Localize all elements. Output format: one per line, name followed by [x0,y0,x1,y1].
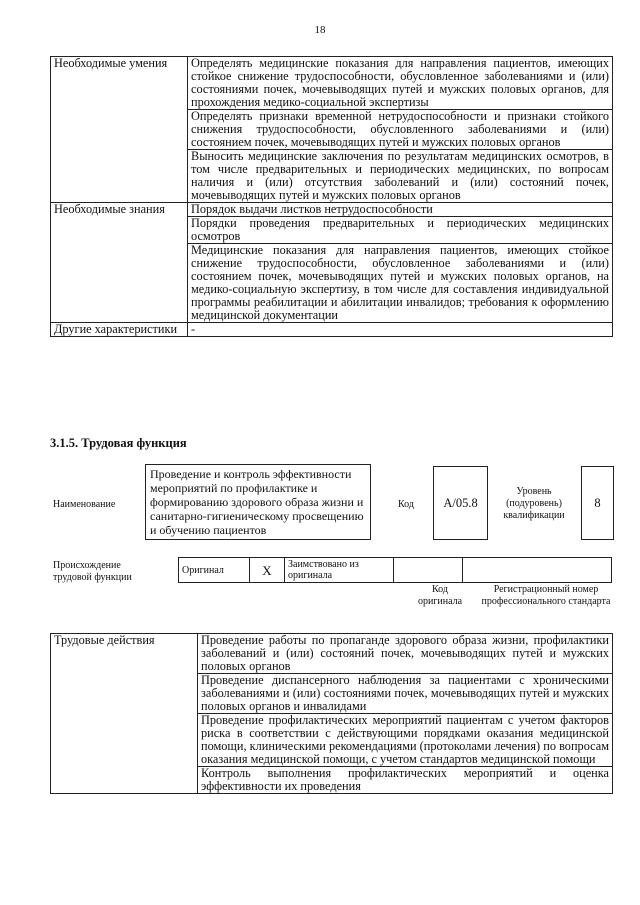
table-cell: Выносить медицинские заключения по результатам медицинских осмотров, в том числе предварительных и периодических медицинских, по вопросам наличия и (или) отсутствия заболеваний и (или) состояний почек, мочевыводящих путей и мужских половых органов [188,150,613,203]
table-cell: Определять медицинские показания для направления пациентов, имеющих стойкое снижение трудоспособности, обусловленное заболеваниями и (или) состояниями почек, мочевыводящих путей и мужских половых органов, для прохождения медико-социальной экспертизы [188,57,613,110]
row-label: Другие характеристики [51,323,188,337]
section-title: 3.1.5. Трудовая функция [50,436,187,450]
origin-table [178,557,612,583]
origin-label: Происхождение трудовой функции [53,560,132,583]
table-cell: Медицинские показания для направления пациентов, имеющих стойкое снижение трудоспособности, обусловленное заболеваниями и (или) состоянием почек, мочевыводящих путей и мужских половых органов, на медико-социальную экспертизу, в том числе для составления индивидуальной программы реабилитации и абилитации инвалидов; требования к оформлению медицинской документации [188,244,613,323]
reg-number-label: Регистрационный номер профессионального стандарта [481,584,611,607]
page-number: 18 [314,24,326,36]
table-row [51,634,613,674]
table-cell: Порядки проведения предварительных и периодических медицинских осмотров [188,217,613,244]
table-row [179,558,612,583]
level-label: Уровень (подуровень) квалификации [503,486,565,521]
code-label: Код [398,499,414,510]
table-row [51,323,613,337]
table-row [51,203,613,217]
table-cell: Проведение диспансерного наблюдения за пациентами с хроническими заболеваниями и (или) состояниями почек, мочевыводящих путей и мужских половых органов и инвалидами [198,674,613,714]
table-cell: Проведение профилактических мероприятий пациентам с учетом факторов риска в соответствии с действующими порядками оказания медицинской помощи, клиническими рекомендациями (протоколами лечения) по вопросам оказания медицинской помощи, с учетом стандартов медицинской помощи [198,714,613,767]
original-label: Оригинал [179,558,250,583]
table-cell: Определять признаки временной нетрудоспособности и признаки стойкого снижения трудоспособности, обусловленного заболеваниями и (или) состоянием почек, мочевыводящих путей и мужских половых органов [188,110,613,150]
skills-knowledge-table [50,56,613,337]
row-label: Необходимые умения [51,57,188,203]
level-box: 8 [581,466,614,540]
function-name-box: Проведение и контроль эффективности мероприятий по профилактике и формированию здорового образа жизни и санитарно-гигиеническому просвещению и обучению пациентов [145,464,371,540]
code-original-cell [394,558,463,583]
reg-number-cell [463,558,612,583]
table-row [51,57,613,110]
name-label: Наименование [53,499,116,510]
labor-actions-table [50,633,613,794]
table-cell: Проведение работы по пропаганде здорового образа жизни, профилактики заболеваний и (или) состояний почек, мочевыводящих путей и мужских половых органов [198,634,613,674]
borrowed-label: Заимствовано из оригинала [285,558,394,583]
code-original-label: Код оригинала [417,584,463,607]
table-cell: Контроль выполнения профилактических мероприятий и оценка эффективности их проведения [198,767,613,794]
row-label: Необходимые знания [51,203,188,323]
table-cell: Порядок выдачи листков нетрудоспособности [188,203,613,217]
row-label: Трудовые действия [51,634,198,794]
table-cell: - [188,323,613,337]
original-mark: X [250,558,285,583]
code-box: A/05.8 [433,466,488,540]
